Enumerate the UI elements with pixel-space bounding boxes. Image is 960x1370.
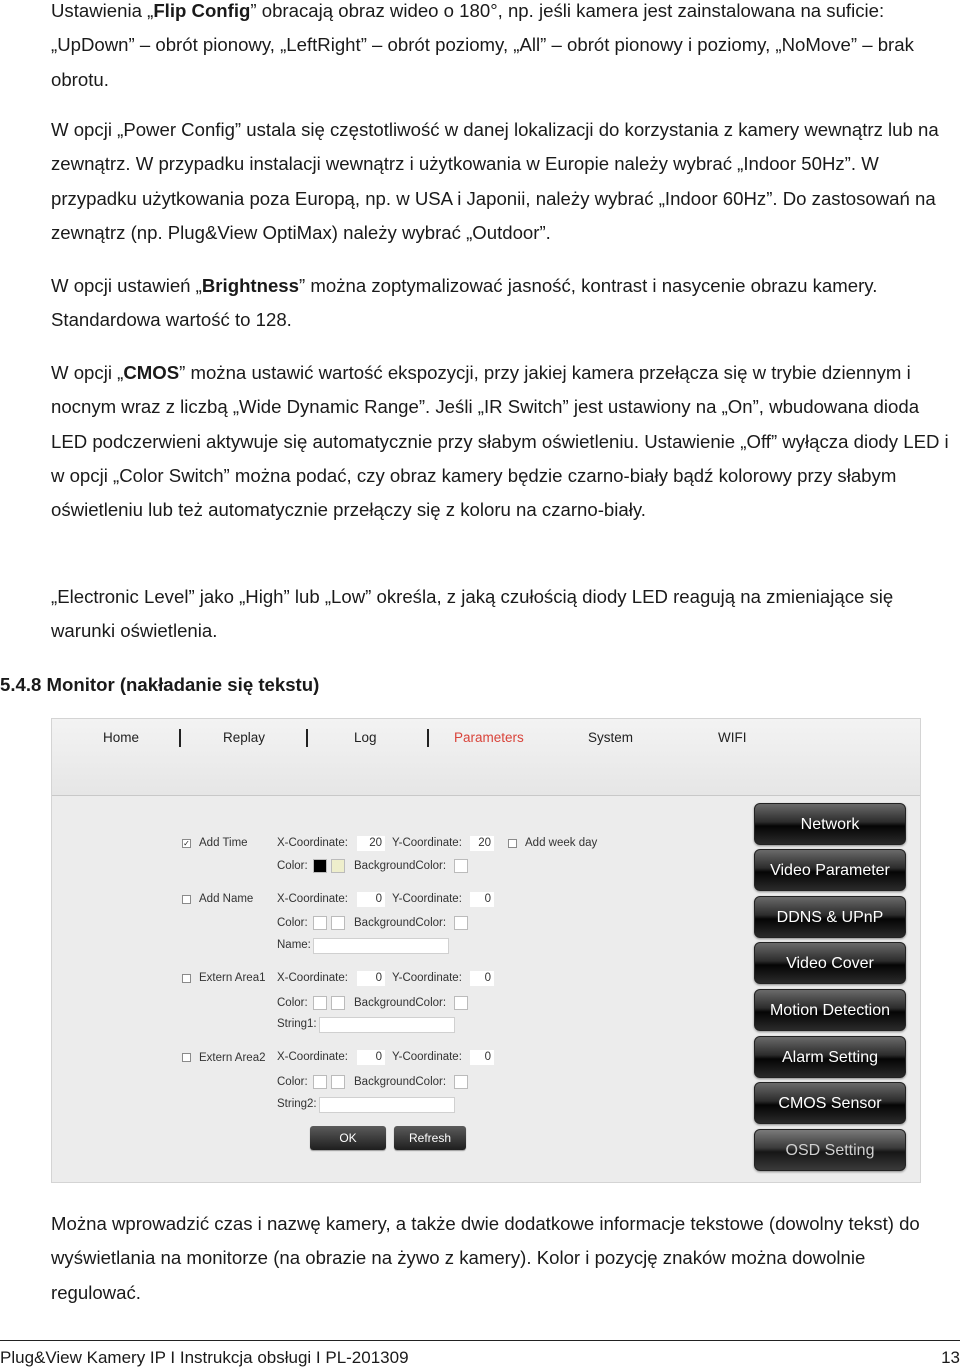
name-input[interactable] bbox=[313, 938, 449, 954]
string1-label: String1: bbox=[277, 1018, 317, 1030]
top-nav bbox=[52, 719, 920, 796]
area1-color-swatch[interactable] bbox=[313, 996, 327, 1010]
x-coordinate-label: X-Coordinate: bbox=[277, 1051, 348, 1063]
color-label: Color: bbox=[277, 860, 308, 872]
area1-bgcolor-swatch[interactable] bbox=[454, 996, 468, 1010]
menu-motion-detection[interactable]: Motion Detection bbox=[754, 989, 906, 1031]
color-label: Color: bbox=[277, 1076, 308, 1088]
menu-alarm-setting[interactable]: Alarm Setting bbox=[754, 1036, 906, 1078]
name-bgcolor-swatch[interactable] bbox=[454, 916, 468, 930]
background-color-label: BackgroundColor: bbox=[354, 917, 447, 929]
area1-y-input[interactable]: 0 bbox=[470, 971, 494, 986]
add-week-day-checkbox[interactable] bbox=[508, 839, 517, 848]
menu-osd-setting[interactable]: OSD Setting bbox=[754, 1129, 906, 1171]
paragraph-flip-config bbox=[51, 0, 951, 97]
x-coordinate-label: X-Coordinate: bbox=[277, 837, 348, 849]
name-color-swatch-2[interactable] bbox=[331, 916, 345, 930]
nav-divider bbox=[427, 729, 429, 747]
x-coordinate-label: X-Coordinate: bbox=[277, 972, 348, 984]
background-color-label: BackgroundColor: bbox=[354, 997, 447, 1009]
osd-settings-screenshot bbox=[51, 718, 921, 1183]
time-color-swatch[interactable] bbox=[313, 859, 327, 873]
add-time-label: Add Time bbox=[199, 837, 248, 849]
y-coordinate-label: Y-Coordinate: bbox=[392, 1051, 462, 1063]
area1-x-input[interactable]: 0 bbox=[357, 971, 385, 986]
menu-network[interactable]: Network bbox=[754, 803, 906, 845]
time-x-input[interactable]: 20 bbox=[357, 836, 385, 851]
paragraph-power-config: W opcji „Power Config” ustala się częstotliwość w danej lokalizacji do korzystania z kamery wewnątrz lub na zewnątrz. W przypadku instalacji wewnątrz i użytkowania w Europie należy wybrać „Indoor 50Hz”. W przypadku użytkowania poza Europą, np. w USA i Japonii, należy wybrać „Indoor 60Hz”. Do zastosowań na zewnątrz (np. Plug&View OptiMax) należy wybrać „Outdoor”. bbox=[51, 119, 939, 243]
area1-color-swatch-2[interactable] bbox=[331, 996, 345, 1010]
add-time-checkbox[interactable]: ✓ bbox=[183, 839, 190, 848]
add-name-label: Add Name bbox=[199, 893, 254, 905]
add-name-checkbox[interactable] bbox=[182, 895, 191, 904]
text: ” można zoptymalizować jasność, kontrast i nasycenie obrazu kamery. Standardowa wartość to 128. bbox=[51, 275, 878, 331]
time-bgcolor-swatch[interactable] bbox=[454, 859, 468, 873]
x-coordinate-label: X-Coordinate: bbox=[277, 893, 348, 905]
text: W opcji ustawień „ bbox=[51, 275, 202, 296]
nav-log[interactable]: Log bbox=[354, 730, 377, 745]
menu-ddns-upnp[interactable]: DDNS & UPnP bbox=[754, 896, 906, 938]
string1-input[interactable] bbox=[319, 1017, 455, 1033]
refresh-button[interactable]: Refresh bbox=[394, 1126, 466, 1150]
color-label: Color: bbox=[277, 917, 308, 929]
osd-panel bbox=[52, 796, 920, 1182]
y-coordinate-label: Y-Coordinate: bbox=[392, 837, 462, 849]
paragraph-cmos bbox=[51, 356, 951, 527]
color-label: Color: bbox=[277, 997, 308, 1009]
text: ” można ustawić wartość ekspozycji, przy jakiej kamera przełącza się w trybie dziennym i nocnym wraz z liczbą „Wide Dynamic Range”. Jeśli „IR Switch” jest ustawiony na „On”, wbudowana dioda LED podczerwieni aktywuje się automatycznie przy słabym oświetleniu. Ustawienie „Off” wyłącza diody LED i w opcji „Color Switch” można podać, czy obraz kamery będzie czarno-biały bądź kolorowy przy słabym oświetleniu lub też automatycznie przełączy się z koloru na czarno-biały. bbox=[51, 362, 949, 521]
y-coordinate-label: Y-Coordinate: bbox=[392, 972, 462, 984]
extern-area1-checkbox[interactable] bbox=[182, 974, 191, 983]
add-week-day-label: Add week day bbox=[525, 837, 598, 849]
nav-replay[interactable]: Replay bbox=[223, 730, 266, 745]
area2-color-swatch[interactable] bbox=[313, 1075, 327, 1089]
nav-parameters[interactable]: Parameters bbox=[454, 730, 524, 745]
nav-divider bbox=[306, 729, 308, 747]
string2-input[interactable] bbox=[319, 1097, 455, 1113]
name-x-input[interactable]: 0 bbox=[357, 892, 385, 907]
paragraph-brightness bbox=[51, 269, 951, 338]
term-flip-config: Flip Config bbox=[153, 0, 251, 21]
name-label: Name: bbox=[277, 939, 311, 951]
extern-area2-checkbox[interactable] bbox=[182, 1053, 191, 1062]
term-cmos: CMOS bbox=[123, 362, 180, 383]
y-coordinate-label: Y-Coordinate: bbox=[392, 893, 462, 905]
menu-cmos-sensor[interactable]: CMOS Sensor bbox=[754, 1082, 906, 1124]
area2-color-swatch-2[interactable] bbox=[331, 1075, 345, 1089]
area2-bgcolor-swatch[interactable] bbox=[454, 1075, 468, 1089]
term-brightness: Brightness bbox=[201, 275, 299, 296]
text: W opcji „ bbox=[51, 362, 124, 383]
menu-video-parameter[interactable]: Video Parameter bbox=[754, 849, 906, 891]
area2-x-input[interactable]: 0 bbox=[357, 1050, 385, 1065]
string2-label: String2: bbox=[277, 1098, 317, 1110]
page-number: 13 bbox=[941, 1348, 960, 1367]
background-color-label: BackgroundColor: bbox=[354, 1076, 447, 1088]
text: ” obracają obraz wideo o 180°, np. jeśli kamera jest zainstalowana na suficie: „UpDown” – obrót pionowy, „LeftRight” – obrót poziomy, „All” – obrót pionowy i poziomy, „NoMove” – brak obrotu. bbox=[51, 0, 914, 90]
menu-video-cover[interactable]: Video Cover bbox=[754, 942, 906, 984]
extern-area1-label: Extern Area1 bbox=[199, 972, 266, 984]
background-color-label: BackgroundColor: bbox=[354, 860, 447, 872]
nav-home[interactable]: Home bbox=[103, 730, 140, 745]
ok-button[interactable]: OK bbox=[310, 1126, 386, 1150]
footer-title: Plug&View Kamery IP I Instrukcja obsługi I PL-201309 bbox=[0, 1348, 409, 1367]
area2-y-input[interactable]: 0 bbox=[470, 1050, 494, 1065]
nav-wifi[interactable]: WIFI bbox=[718, 730, 747, 745]
name-color-swatch[interactable] bbox=[313, 916, 327, 930]
name-y-input[interactable]: 0 bbox=[470, 892, 494, 907]
section-heading: 5.4.8 Monitor (nakładanie się tekstu) bbox=[0, 674, 320, 695]
text: Ustawienia „ bbox=[51, 0, 154, 21]
paragraph-electronic-level: „Electronic Level” jako „High” lub „Low” określa, z jaką czułością diody LED reagują na zmieniające się warunki oświetlenia. bbox=[51, 586, 894, 642]
paragraph-monitor-description: Można wprowadzić czas i nazwę kamery, a także dwie dodatkowe informacje tekstowe (dowolny tekst) do wyświetlania na monitorze (na obrazie na żywo z kamery). Kolor i pozycję znaków można dowolnie regulować. bbox=[51, 1213, 920, 1303]
nav-system[interactable]: System bbox=[588, 730, 634, 745]
footer-divider bbox=[0, 1340, 960, 1341]
time-y-input[interactable]: 20 bbox=[470, 836, 494, 851]
nav-divider bbox=[179, 729, 181, 747]
extern-area2-label: Extern Area2 bbox=[199, 1052, 266, 1064]
time-bg-swatch[interactable] bbox=[331, 859, 345, 873]
